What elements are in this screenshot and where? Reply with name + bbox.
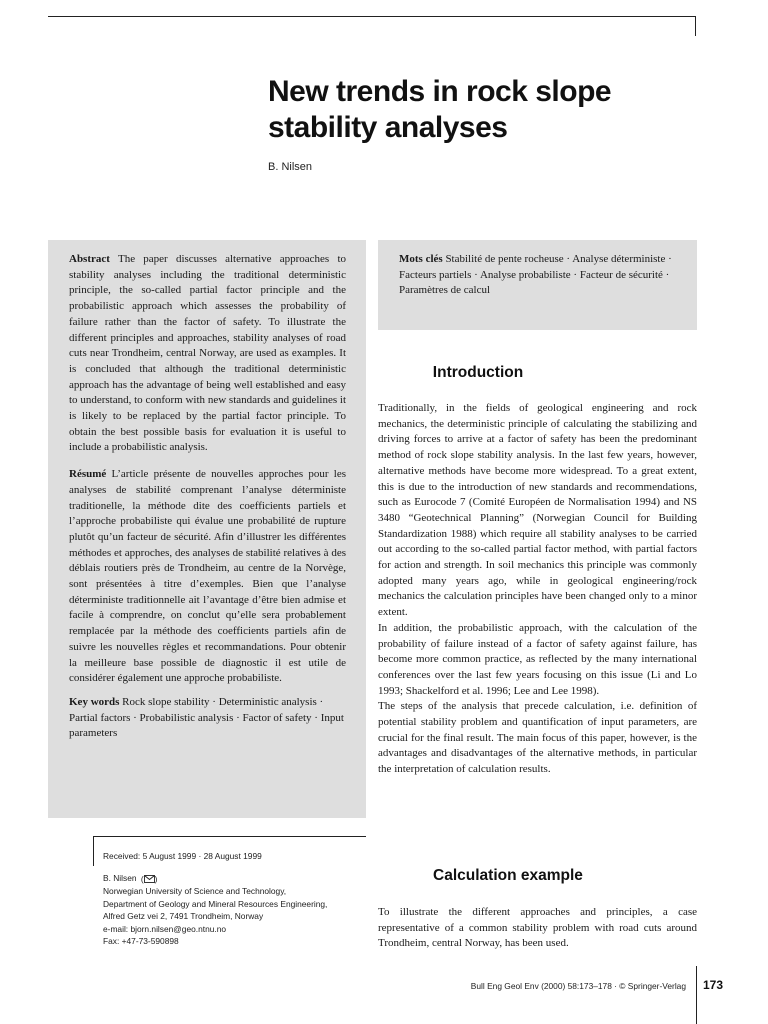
received-rule	[93, 836, 366, 837]
footer-rule	[696, 966, 697, 1024]
received-dates: Received: 5 August 1999 · 28 August 1999	[103, 851, 262, 861]
mots-cles-box	[378, 240, 697, 330]
introduction-paragraph-2: In addition, the probabilistic approach, with the calculation of the probability of failure instead of a factor of safety against failure, has become more common practice, as reflected by the many international conferences over the last few years focusing on this issue (Li and Lo 1993; Shackelford et al. 1996; Lee and Lee 1998).	[378, 621, 697, 697]
keywords-paragraph	[69, 695, 346, 742]
introduction-body	[378, 401, 697, 778]
affiliation-university: Norwegian University of Science and Technology,	[103, 886, 287, 897]
calculation-paragraph: To illustrate the different approaches and principles, a case representative of a common stability problem with road cuts around Trondheim, central Norway, has been used.	[378, 906, 697, 950]
author: B. Nilsen	[268, 161, 313, 173]
title-line-1: New trends in rock slope	[268, 75, 612, 108]
page-number: 173	[703, 978, 724, 992]
introduction-paragraph-3: The steps of the analysis that precede calculation, i.e. definition of potential stability problem and quantification of input parameters, are crucial for the final result. The main focus of this paper, however, is the advantages and disadvantages of the alternative methods, in particular the interpretation of calculation results.	[378, 700, 697, 776]
calculation-body	[378, 905, 697, 952]
resume-text: L’article présente de nouvelles approches pour les analyses de stabilité comprenant l’analyse déterministe traditionelle, la méthode dite des coefficients partiels et l’approche probabiliste qui évalue une probabilité de rupture plutôt qu’un facteur de sécurité. Afin d’illustrer les différentes méthodes et approches, des analyses de stabilité relatives à des déblais routiers près de Trondheim, au centre de la Norvège, sont présentées à titre d’exemples. Bien que l’analyse déterministe traditionnelle ait l’avantage d’être bien admise et facile à comprendre, on conclut qu’elle sera probablement remplacée par la méthode des coefficients partiels afin de suivre les nouvelles règles et recommandations. Pour obtenir la meilleure base possible de diagnostic il est utile de considérer également une approche probabiliste.	[69, 468, 347, 685]
affiliation-email[interactable]: e-mail: bjorn.nilsen@geo.ntnu.no	[103, 923, 227, 934]
calculation-heading: Calculation example	[433, 867, 583, 884]
keywords-text: Rock slope stability · Deterministic analysis · Partial factors · Probabilistic analysis · Factor of safety · Input parameters	[69, 695, 344, 740]
received-rule-vertical	[93, 836, 94, 866]
abstract-paragraph	[69, 252, 346, 456]
affiliation-name-line	[103, 872, 368, 885]
resume-paragraph	[69, 467, 346, 687]
affiliation-department: Department of Geology and Mineral Resources Engineering,	[103, 898, 328, 909]
affiliation	[103, 872, 368, 947]
affiliation-fax: Fax: +47-73-590898	[103, 936, 179, 947]
abstract-text: The paper discusses alternative approaches to stability analyses including the traditional deterministic principle, the so-called partial factor principle and the probabilistic approach which assesses the probability of failure rather than the factor of safety. To illustrate the different principles and approaches, stability analyses of road cuts near Trondheim, central Norway, are used as examples. It is concluded that although the traditional deterministic approach has the advantage of being well established and easy to understand, to conform with new standards and guidelines it is likely to be replaced by the partial factor principle. To obtain the best possible basis for evaluation it is useful to include a probabilistic analysis.	[69, 253, 346, 454]
resume-label: Résumé	[69, 468, 107, 481]
mots-cles-label: Mots clés	[399, 253, 443, 265]
mots-cles-text: Stabilité de pente rocheuse · Analyse déterministe · Facteurs partiels · Analyse probabiliste · Facteur de sécurité · Paramètres de calcul	[399, 253, 672, 297]
top-rule-tick	[695, 16, 696, 36]
top-rule	[48, 16, 696, 17]
keywords-label: Key words	[69, 695, 120, 708]
affiliation-address: Alfred Getz vei 2, 7491 Trondheim, Norway	[103, 911, 264, 922]
abstract-box	[48, 240, 366, 818]
introduction-heading: Introduction	[432, 364, 524, 381]
introduction-paragraph-1: Traditionally, in the fields of geological engineering and rock mechanics, the deterministic principle of calculating the stabilizing and driving forces to arrive at a factor of safety has been the predominant method of rock slope stability analysis. In the last few years, however, alternative methods have become more widespread. To a great extent, this is due to the introduction of new standards and recommendations, such as Eurocode 7 (Comité Européen de Normalisation 1994) and NS 3480 “Geotechnical Planning” (Norwegian Council for Building Standardization 1988) which require all stability analyses to be carried out according to the so-called partial factor method, with partial factors for action and strength. In soil mechanics this principle was commonly adopted many years ago, while in geological engineering/rock mechanics the calculation principles have been changed only to a minor extent.	[378, 402, 697, 619]
abstract-label: Abstract	[69, 253, 110, 265]
envelope-icon: ( )	[140, 874, 158, 884]
article-title	[268, 74, 728, 146]
title-line-2: stability analyses	[268, 111, 508, 144]
affiliation-name: B. Nilsen	[103, 873, 137, 883]
footer-journal: Bull Eng Geol Env (2000) 58:173–178 · © Springer-Verlag	[470, 981, 686, 991]
